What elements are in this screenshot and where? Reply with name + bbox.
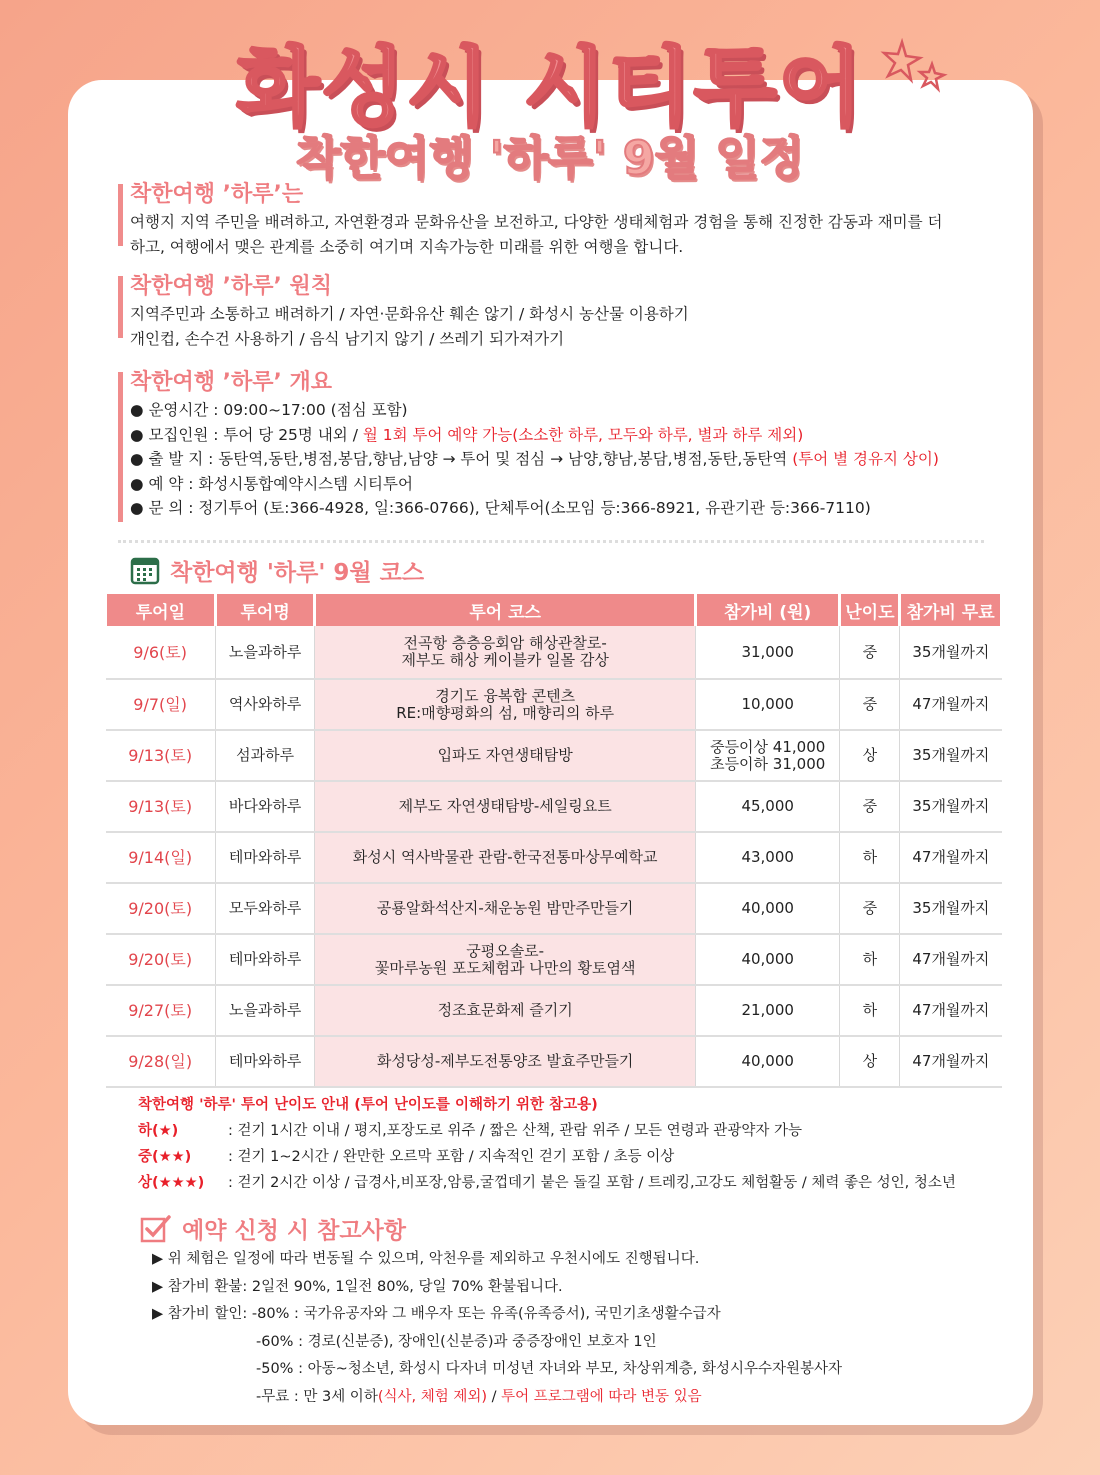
difficulty-legend bbox=[138, 1092, 1018, 1196]
tour-free-age: 35개월까지 bbox=[900, 781, 1002, 832]
tour-level: 중 bbox=[840, 883, 900, 934]
tour-date: 9/14(일) bbox=[106, 832, 216, 883]
tour-course bbox=[315, 883, 695, 934]
tour-course-line: 제부도 해상 케이블카 일몰 감상 bbox=[401, 651, 609, 669]
table-row bbox=[106, 730, 1002, 781]
calendar-icon bbox=[130, 555, 160, 585]
tour-name: 테마와하루 bbox=[215, 1036, 315, 1087]
overview-recruit bbox=[130, 423, 998, 448]
checkbox-icon bbox=[140, 1214, 172, 1244]
tour-course bbox=[315, 985, 695, 1036]
reservation-heading bbox=[140, 1212, 406, 1245]
note-line: ▶ 위 체험은 일정에 따라 변동될 수 있으며, 악천우를 제외하고 우천시에도 진행됩니다. bbox=[152, 1251, 700, 1267]
overview-title: 착한여행 ’하루’ 개요 bbox=[130, 370, 333, 395]
tour-fee-line: 10,000 bbox=[741, 695, 794, 713]
section-accent-bar bbox=[118, 372, 123, 522]
tour-course-line: 공룡알화석산지-채운농원 밤만주만들기 bbox=[376, 899, 634, 917]
tour-fee bbox=[695, 832, 840, 883]
header-date: 투어일 bbox=[106, 594, 216, 626]
tour-free-age: 47개월까지 bbox=[900, 985, 1002, 1036]
difficulty-label: 상(★★★) bbox=[138, 1175, 205, 1191]
difficulty-row bbox=[138, 1170, 1018, 1196]
table-row bbox=[106, 1036, 1002, 1087]
tour-fee bbox=[695, 883, 840, 934]
overview-depart bbox=[130, 447, 998, 472]
principles-section bbox=[118, 272, 998, 352]
tour-course bbox=[315, 730, 695, 781]
tour-date: 9/28(일) bbox=[106, 1036, 216, 1087]
tour-fee-line: 31,000 bbox=[741, 642, 794, 661]
tour-free-age: 47개월까지 bbox=[900, 1036, 1002, 1087]
table-row bbox=[106, 883, 1002, 934]
note-line: -60% : 경로(신분증), 장애인(신분증)과 중증장애인 보호자 1인 bbox=[256, 1333, 657, 1350]
tour-level: 하 bbox=[840, 985, 900, 1036]
intro-line-2: 하고, 여행에서 맺은 관계를 소중히 여기며 지속가능한 미래를 위한 여행을 합니다. bbox=[130, 238, 684, 256]
header-name: 투어명 bbox=[215, 594, 315, 626]
page-title: 화성시 시티투어 bbox=[236, 38, 864, 138]
divider bbox=[118, 540, 984, 543]
tour-fee bbox=[695, 934, 840, 985]
tour-free-age: 47개월까지 bbox=[900, 832, 1002, 883]
tour-free-age: 35개월까지 bbox=[900, 626, 1002, 679]
tour-date: 9/13(토) bbox=[106, 781, 216, 832]
tour-fee-line: 초등이하 31,000 bbox=[710, 754, 826, 773]
overview-hours: ● 운영시간 : 09:00~17:00 (점심 포함) bbox=[130, 401, 408, 419]
tour-course-line: 화성시 역사박물관 관람-한국전통마상무예학교 bbox=[352, 848, 658, 866]
tour-schedule-table bbox=[104, 594, 1003, 1088]
tour-level: 중 bbox=[840, 781, 900, 832]
tour-level: 상 bbox=[840, 730, 900, 781]
header-free: 참가비 무료 bbox=[900, 594, 1002, 626]
tour-course-line: 화성당성-제부도전통양조 발효주만들기 bbox=[376, 1052, 634, 1070]
overview-recruit-text: ● 모집인원 : 투어 당 25명 내외 / bbox=[130, 425, 363, 444]
overview-contact: ● 문 의 : 정기투어 (토:366-4928, 일:366-0766), 단체투어(소모임 등:366-8921, 유관기관 등:366-7110) bbox=[130, 499, 871, 517]
course-title: 착한여행 '하루' 9월 코스 bbox=[170, 559, 425, 586]
tour-date: 9/27(토) bbox=[106, 985, 216, 1036]
tour-level: 하 bbox=[840, 832, 900, 883]
tour-fee-line: 40,000 bbox=[741, 950, 794, 968]
tour-name: 노을과하루 bbox=[215, 985, 315, 1036]
intro-title: 착한여행 ’하루’는 bbox=[130, 182, 304, 207]
tour-course bbox=[315, 781, 695, 832]
tour-course-line: 경기도 융복합 콘텐츠 bbox=[435, 686, 576, 705]
tour-name: 섬과하루 bbox=[215, 730, 315, 781]
principles-title: 착한여행 ’하루’ 원칙 bbox=[130, 274, 333, 299]
tour-free-age: 35개월까지 bbox=[900, 883, 1002, 934]
tour-course-line: 정조효문화제 즐기기 bbox=[437, 1001, 573, 1019]
note-free-variation: 투어 프로그램에 따라 변동 있음 bbox=[501, 1388, 702, 1405]
table-row bbox=[106, 679, 1002, 730]
tour-fee bbox=[695, 781, 840, 832]
sparkle-stars-icon bbox=[880, 38, 950, 98]
tour-free-age: 47개월까지 bbox=[900, 679, 1002, 730]
tour-fee-line: 43,000 bbox=[741, 848, 794, 866]
tour-free-age: 47개월까지 bbox=[900, 934, 1002, 985]
tour-course bbox=[315, 626, 695, 679]
note-free-text: -무료 : 만 3세 이하 bbox=[256, 1388, 378, 1405]
section-accent-bar bbox=[118, 184, 123, 246]
header-course: 투어 코스 bbox=[315, 594, 695, 626]
note-free-exclusion: (식사, 체험 제외) bbox=[377, 1388, 488, 1405]
tour-name: 테마와하루 bbox=[215, 934, 315, 985]
tour-name: 바다와하루 bbox=[215, 781, 315, 832]
tour-date: 9/20(토) bbox=[106, 883, 216, 934]
tour-name: 역사와하루 bbox=[215, 679, 315, 730]
tour-course-line: 궁평오솔로- bbox=[466, 941, 545, 960]
tour-date: 9/20(토) bbox=[106, 934, 216, 985]
tour-fee bbox=[695, 1036, 840, 1087]
tour-fee bbox=[695, 985, 840, 1036]
table-row bbox=[106, 626, 1002, 679]
tour-level: 하 bbox=[840, 934, 900, 985]
tour-fee-line: 21,000 bbox=[741, 1001, 794, 1019]
header-level: 난이도 bbox=[840, 594, 900, 626]
overview-recruit-note: 월 1회 투어 예약 가능(소소한 하루, 모두와 하루, 별과 하루 제외) bbox=[362, 425, 804, 444]
section-accent-bar bbox=[118, 276, 123, 338]
table-row bbox=[106, 985, 1002, 1036]
tour-course-line: 제부도 자연생태탐방-세일링요트 bbox=[398, 797, 612, 815]
intro-line-1: 여행지 지역 주민을 배려하고, 자연환경과 문화유산을 보전하고, 다양한 생태체험과 경험을 통해 진정한 감동과 재미를 더 bbox=[130, 213, 943, 231]
overview-depart-text: ● 출 발 지 : 동탄역,동탄,병점,봉담,향남,남양 → 투어 및 점심 → 남양,향남,봉담,병점,동탄,동탄역 bbox=[130, 450, 793, 468]
table-row bbox=[106, 781, 1002, 832]
tour-name: 노을과하루 bbox=[215, 626, 315, 679]
tour-course bbox=[315, 832, 695, 883]
table-row bbox=[106, 934, 1002, 985]
tour-name: 모두와하루 bbox=[215, 883, 315, 934]
tour-course-line: 입파도 자연생태탐방 bbox=[437, 746, 573, 764]
tour-course bbox=[315, 679, 695, 730]
difficulty-desc: : 걷기 1~2시간 / 완만한 오르막 포함 / 지속적인 걷기 포함 / 초등 이상 bbox=[228, 1149, 675, 1165]
tour-fee bbox=[695, 626, 840, 679]
difficulty-row bbox=[138, 1118, 1018, 1144]
difficulty-label: 하(★) bbox=[138, 1123, 179, 1139]
tour-fee bbox=[695, 730, 840, 781]
tour-fee-line: 40,000 bbox=[741, 1052, 794, 1070]
note-separator: / bbox=[487, 1388, 502, 1405]
table-row bbox=[106, 832, 1002, 883]
tour-date: 9/7(일) bbox=[106, 679, 216, 730]
principles-line-2: 개인컵, 손수건 사용하기 / 음식 남기지 않기 / 쓰레기 되가져가기 bbox=[130, 330, 565, 348]
difficulty-desc: : 걷기 2시간 이상 / 급경사,비포장,암릉,굴껍데기 붙은 돌길 포함 / 트레킹,고강도 체험활동 / 체력 좋은 성인, 청소년 bbox=[228, 1175, 956, 1191]
note-line: ▶ 참가비 할인: -80% : 국가유공자와 그 배우자 또는 유족(유족증서), 국민기초생활수급자 bbox=[152, 1306, 721, 1322]
difficulty-row bbox=[138, 1144, 1018, 1170]
tour-course bbox=[315, 934, 695, 985]
tour-course-line: RE:매향평화의 섬, 매향리의 하루 bbox=[396, 703, 615, 722]
principles-line-1: 지역주민과 소통하고 배려하기 / 자연·문화유산 훼손 않기 / 화성시 농산물 이용하기 bbox=[130, 305, 689, 323]
overview-depart-note: (투어 별 경유지 상이) bbox=[792, 450, 939, 468]
header-fee: 참가비 (원) bbox=[695, 594, 840, 626]
difficulty-label: 중(★★) bbox=[138, 1149, 192, 1165]
tour-name: 테마와하루 bbox=[215, 832, 315, 883]
page-subtitle: 착한여행 '하루' 9월 일정 bbox=[295, 131, 805, 185]
tour-date: 9/13(토) bbox=[106, 730, 216, 781]
note-line: ▶ 참가비 환불: 2일전 90%, 1일전 80%, 당일 70% 환불됩니다. bbox=[152, 1278, 563, 1295]
note-line: -50% : 아동~청소년, 화성시 다자녀 미성년 자녀와 부모, 차상위계층, 화성시우수자원봉사자 bbox=[256, 1361, 843, 1377]
tour-level: 중 bbox=[840, 626, 900, 679]
tour-fee-line: 40,000 bbox=[741, 899, 794, 917]
table-header-row bbox=[106, 594, 1002, 626]
tour-free-age: 35개월까지 bbox=[900, 730, 1002, 781]
overview-section bbox=[118, 368, 998, 521]
overview-booking: ● 예 약 : 화성시통합예약시스템 시티투어 bbox=[130, 474, 413, 493]
reservation-title: 예약 신청 시 참고사항 bbox=[182, 1218, 406, 1244]
tour-course bbox=[315, 1036, 695, 1087]
tour-date: 9/6(토) bbox=[106, 626, 216, 679]
tour-fee bbox=[695, 679, 840, 730]
difficulty-desc: : 걷기 1시간 이내 / 평지,포장도로 위주 / 짧은 산책, 관람 위주 / 모든 연령과 관광약자 가능 bbox=[228, 1123, 802, 1139]
difficulty-title: 착한여행 '하루' 투어 난이도 안내 (투어 난이도를 이해하기 위한 참고용) bbox=[138, 1097, 598, 1113]
note-line bbox=[152, 1384, 842, 1412]
tour-level: 상 bbox=[840, 1036, 900, 1087]
reservation-notes bbox=[152, 1246, 842, 1411]
tour-fee-line: 45,000 bbox=[741, 797, 794, 815]
course-heading bbox=[130, 552, 424, 588]
tour-course-line: 전곡항 층층응회암 해상관찰로- bbox=[403, 634, 607, 652]
tour-course-line: 꽃마루농원 포도체험과 나만의 황토염색 bbox=[374, 958, 636, 977]
tour-fee-line: 중등이상 41,000 bbox=[710, 737, 826, 756]
intro-section bbox=[118, 180, 998, 260]
tour-level: 중 bbox=[840, 679, 900, 730]
